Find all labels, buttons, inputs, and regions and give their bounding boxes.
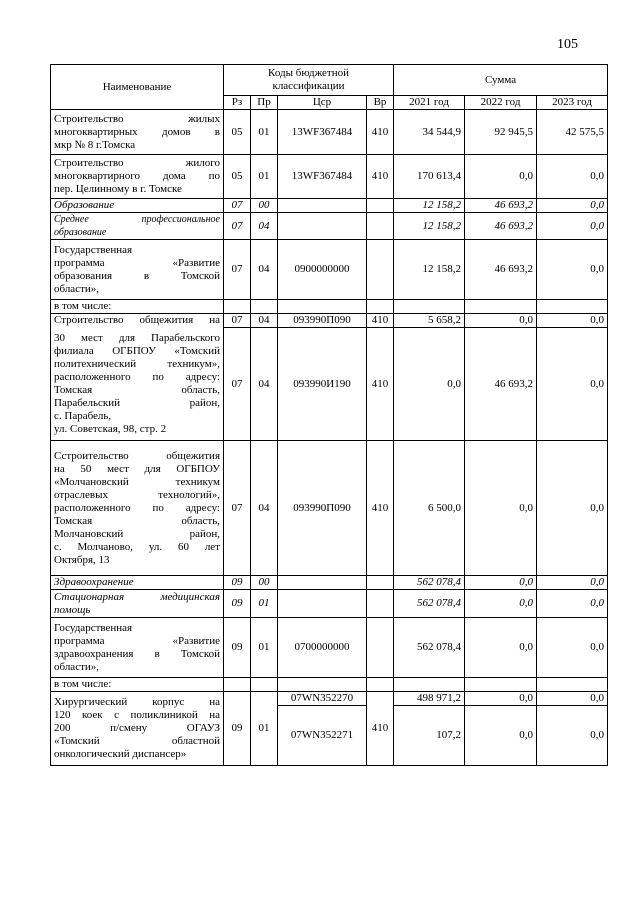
cell-2021: 5 658,2 bbox=[394, 314, 465, 328]
table-row bbox=[51, 155, 608, 199]
table-row bbox=[51, 692, 608, 706]
cell-2023: 0,0 bbox=[537, 155, 608, 199]
table-row bbox=[51, 110, 608, 155]
cell-2021: 562 078,4 bbox=[394, 576, 465, 590]
row-name: Стационарная медицинская помощь bbox=[51, 590, 224, 618]
cell-2022: 46 693,2 bbox=[465, 199, 537, 213]
cell-2021: 0,0 bbox=[394, 328, 465, 441]
cell-vr bbox=[367, 199, 394, 213]
cell-pr: 00 bbox=[251, 576, 278, 590]
cell-vr: 410 bbox=[367, 314, 394, 328]
cell-2021: 107,2 bbox=[394, 706, 465, 766]
cell-2022: 0,0 bbox=[465, 706, 537, 766]
cell-rz: 09 bbox=[224, 576, 251, 590]
cell-csr: 093990П090 bbox=[278, 314, 367, 328]
cell-csr: 093990П090 bbox=[278, 441, 367, 576]
col-rz: Рз bbox=[224, 96, 251, 110]
cell-vr bbox=[367, 576, 394, 590]
cell-rz: 09 bbox=[224, 590, 251, 618]
col-2023: 2023 год bbox=[537, 96, 608, 110]
col-name-header: Наименование bbox=[51, 65, 224, 110]
cell-rz: 09 bbox=[224, 618, 251, 678]
cell-csr: 0900000000 bbox=[278, 240, 367, 300]
cell-2023: 0,0 bbox=[537, 314, 608, 328]
row-name: Образование bbox=[51, 199, 224, 213]
cell-2022: 92 945,5 bbox=[465, 110, 537, 155]
header-row bbox=[51, 65, 608, 96]
cell-2021: 498 971,2 bbox=[394, 692, 465, 706]
table-row bbox=[51, 441, 608, 576]
codes-header: Коды бюджетной классификации bbox=[224, 65, 394, 96]
col-2022: 2022 год bbox=[465, 96, 537, 110]
cell-2022: 0,0 bbox=[465, 314, 537, 328]
cell-2023: 0,0 bbox=[537, 240, 608, 300]
row-name: Строительство жилого многоквартирного дома по пер. Целинному в г. Томске bbox=[51, 155, 224, 199]
cell-rz: 07 bbox=[224, 199, 251, 213]
table-row bbox=[51, 328, 608, 441]
row-name: Сстроительство общежития на 50 мест для ОГБПОУ «Молчановский техникум отраслевых технологий», расположенного по адресу: Томская область, Молчановский район, с. Молчаново, ул. 60 лет Октября, 13 bbox=[51, 441, 224, 576]
cell-vr bbox=[367, 618, 394, 678]
cell-2022: 46 693,2 bbox=[465, 213, 537, 240]
cell-2021: 562 078,4 bbox=[394, 590, 465, 618]
cell-rz: 07 bbox=[224, 328, 251, 441]
cell-2021: 12 158,2 bbox=[394, 213, 465, 240]
cell-pr: 04 bbox=[251, 213, 278, 240]
cell-csr bbox=[278, 199, 367, 213]
row-name: Здравоохранение bbox=[51, 576, 224, 590]
cell-vr bbox=[367, 213, 394, 240]
cell-csr: 13WF367484 bbox=[278, 110, 367, 155]
cell-vr: 410 bbox=[367, 441, 394, 576]
cell-vr: 410 bbox=[367, 328, 394, 441]
table-row bbox=[51, 590, 608, 618]
cell-2023: 0,0 bbox=[537, 441, 608, 576]
budget-table bbox=[50, 64, 608, 766]
table-row bbox=[51, 199, 608, 213]
table-row bbox=[51, 618, 608, 678]
cell-2023: 0,0 bbox=[537, 328, 608, 441]
cell-2021: 6 500,0 bbox=[394, 441, 465, 576]
cell-2022: 0,0 bbox=[465, 155, 537, 199]
cell-pr: 01 bbox=[251, 692, 278, 766]
cell-pr: 04 bbox=[251, 240, 278, 300]
cell-2021: 562 078,4 bbox=[394, 618, 465, 678]
cell-vr: 410 bbox=[367, 692, 394, 766]
cell-vr bbox=[367, 240, 394, 300]
cell-csr bbox=[278, 213, 367, 240]
cell-2023: 0,0 bbox=[537, 618, 608, 678]
row-name: Строительство общежития на bbox=[51, 314, 224, 328]
col-pr: Пр bbox=[251, 96, 278, 110]
table-row bbox=[51, 300, 608, 314]
col-csr: Цср bbox=[278, 96, 367, 110]
cell-csr: 13WF367484 bbox=[278, 155, 367, 199]
cell-csr: 093990И190 bbox=[278, 328, 367, 441]
cell-2022: 0,0 bbox=[465, 590, 537, 618]
cell-csr: 0700000000 bbox=[278, 618, 367, 678]
cell-rz: 09 bbox=[224, 692, 251, 766]
cell-csr bbox=[278, 590, 367, 618]
table-row bbox=[51, 240, 608, 300]
cell-2021: 12 158,2 bbox=[394, 199, 465, 213]
cell-2023: 0,0 bbox=[537, 213, 608, 240]
cell-pr: 01 bbox=[251, 155, 278, 199]
table-row bbox=[51, 678, 608, 692]
cell-csr: 07WN352271 bbox=[278, 706, 367, 766]
cell-rz: 07 bbox=[224, 213, 251, 240]
row-name: Хирургический корпус на 120 коек с поликлиникой на 200 п/смену ОГАУЗ «Томский областной онкологический диспансер» bbox=[51, 692, 224, 766]
cell-2023: 0,0 bbox=[537, 576, 608, 590]
cell-csr bbox=[278, 576, 367, 590]
row-name: Среднее профессиональное образование bbox=[51, 213, 224, 240]
cell-2023: 42 575,5 bbox=[537, 110, 608, 155]
row-name: Государственная программа «Развитие образования в Томской области», bbox=[51, 240, 224, 300]
col-2021: 2021 год bbox=[394, 96, 465, 110]
table-row bbox=[51, 314, 608, 328]
cell-rz: 07 bbox=[224, 240, 251, 300]
row-name: в том числе: bbox=[51, 678, 224, 692]
cell-2022: 0,0 bbox=[465, 692, 537, 706]
cell-vr bbox=[367, 590, 394, 618]
cell-pr: 00 bbox=[251, 199, 278, 213]
table-row bbox=[51, 576, 608, 590]
cell-pr: 01 bbox=[251, 110, 278, 155]
cell-pr: 01 bbox=[251, 590, 278, 618]
row-name: 30 мест для Парабельского филиала ОГБПОУ «Томский политехнический техникум», расположенного по адресу: Томская область, Парабельский район, с. Парабель, ул. Советская, 98, стр. 2 bbox=[51, 328, 224, 441]
cell-rz: 05 bbox=[224, 110, 251, 155]
cell-csr: 07WN352270 bbox=[278, 692, 367, 706]
cell-2022: 46 693,2 bbox=[465, 328, 537, 441]
cell-2022: 0,0 bbox=[465, 618, 537, 678]
cell-vr: 410 bbox=[367, 155, 394, 199]
col-vr: Вр bbox=[367, 96, 394, 110]
cell-pr: 04 bbox=[251, 314, 278, 328]
cell-pr: 04 bbox=[251, 328, 278, 441]
cell-pr: 01 bbox=[251, 618, 278, 678]
cell-rz: 07 bbox=[224, 314, 251, 328]
cell-2021: 12 158,2 bbox=[394, 240, 465, 300]
row-name: в том числе: bbox=[51, 300, 224, 314]
cell-2022: 0,0 bbox=[465, 576, 537, 590]
page-number: 105 bbox=[557, 37, 578, 52]
cell-2022: 0,0 bbox=[465, 441, 537, 576]
cell-2023: 0,0 bbox=[537, 590, 608, 618]
cell-2023: 0,0 bbox=[537, 199, 608, 213]
sum-header: Сумма bbox=[394, 65, 608, 96]
row-name: Строительство жилых многоквартирных домов в мкр № 8 г.Томска bbox=[51, 110, 224, 155]
cell-vr: 410 bbox=[367, 110, 394, 155]
table-row bbox=[51, 213, 608, 240]
cell-pr: 04 bbox=[251, 441, 278, 576]
cell-2023: 0,0 bbox=[537, 706, 608, 766]
cell-rz: 05 bbox=[224, 155, 251, 199]
row-name: Государственная программа «Развитие здравоохранения в Томской области», bbox=[51, 618, 224, 678]
cell-rz: 07 bbox=[224, 441, 251, 576]
cell-2022: 46 693,2 bbox=[465, 240, 537, 300]
cell-2021: 170 613,4 bbox=[394, 155, 465, 199]
cell-2021: 34 544,9 bbox=[394, 110, 465, 155]
cell-2023: 0,0 bbox=[537, 692, 608, 706]
